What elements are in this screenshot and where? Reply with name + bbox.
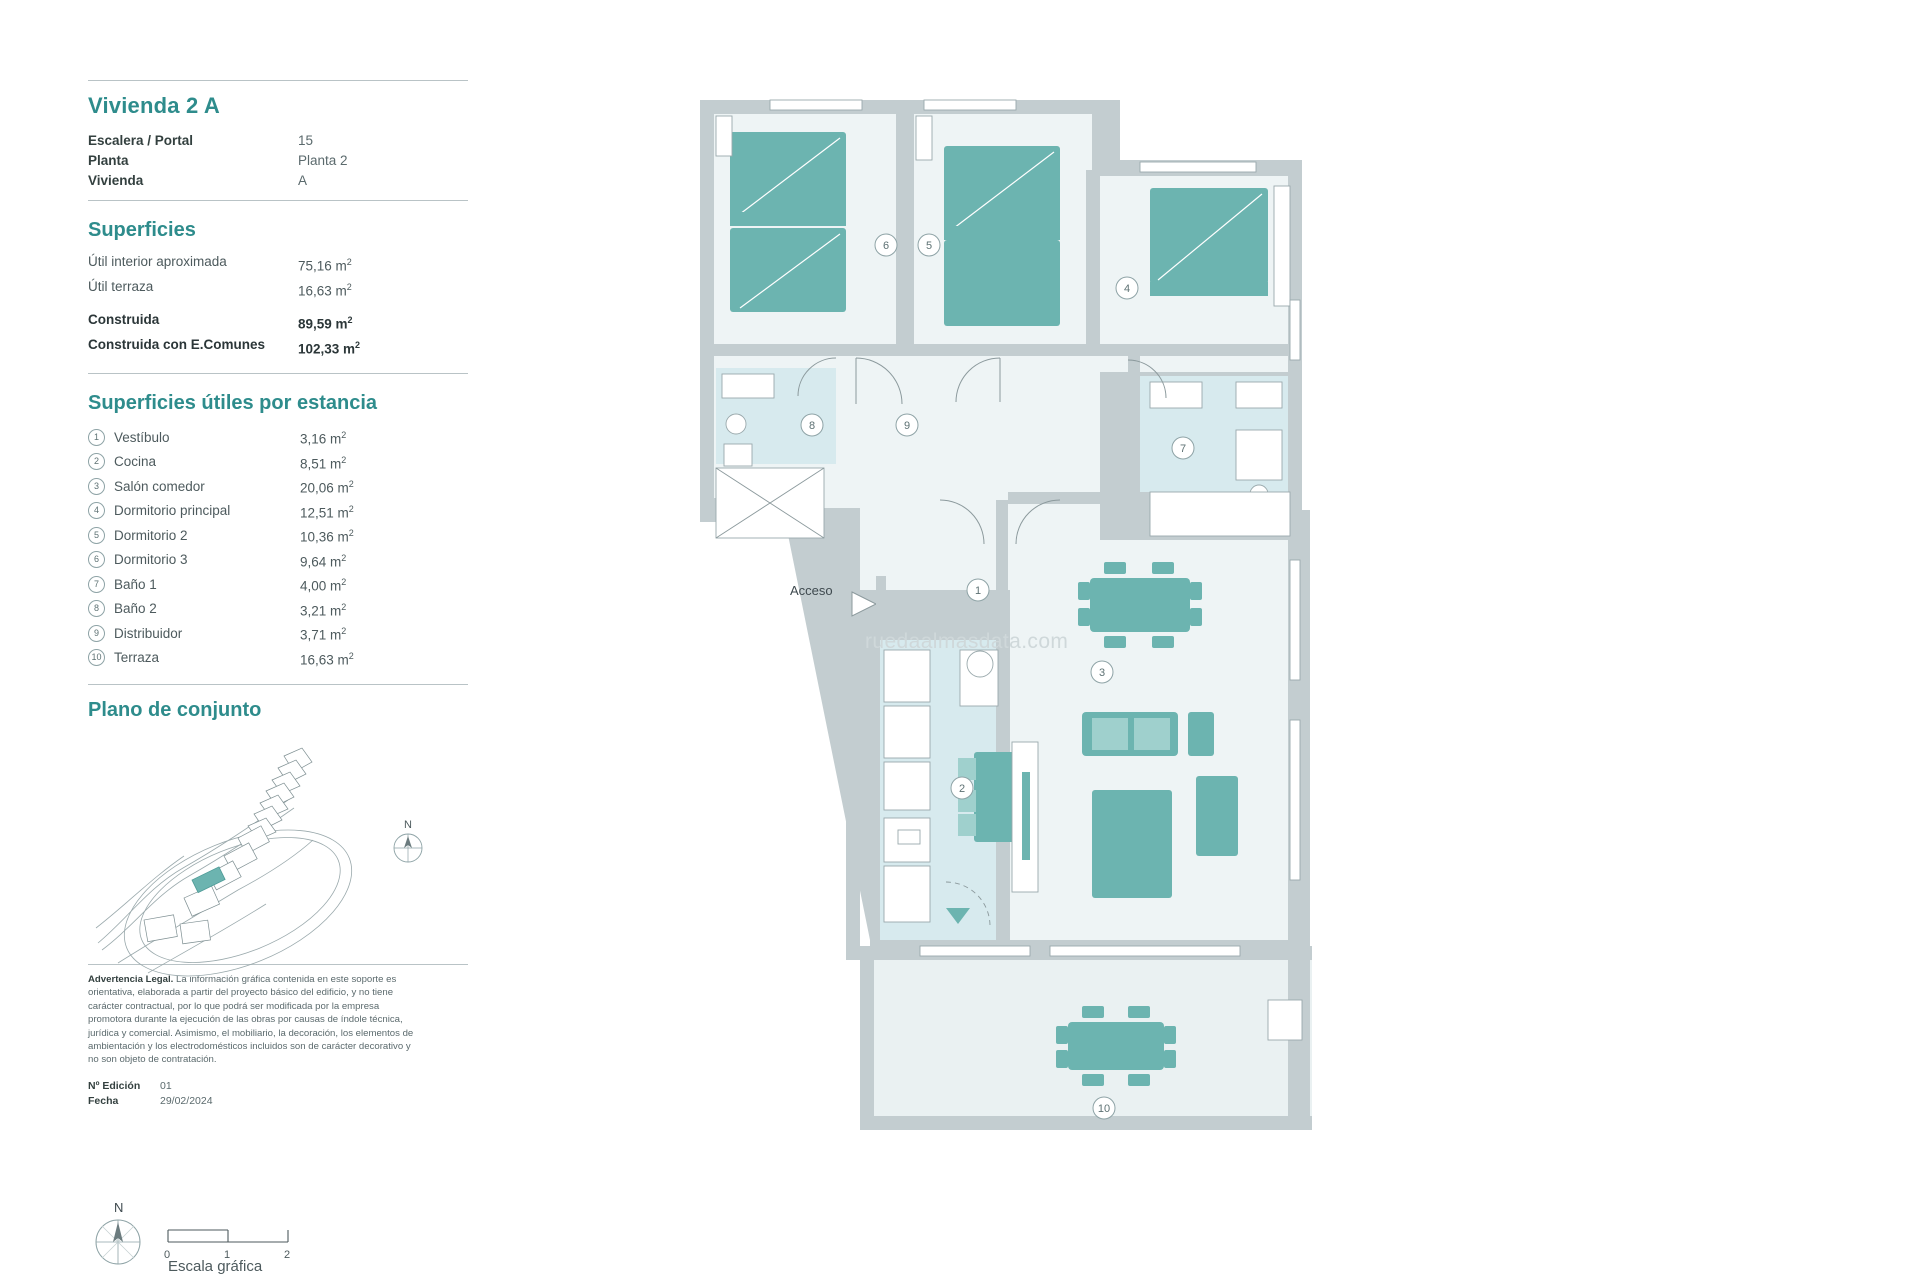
site-plan-svg bbox=[88, 728, 468, 978]
superficie-util-terraza-label: Útil terraza bbox=[88, 278, 154, 294]
graphic-scale bbox=[88, 1200, 468, 1285]
room-name: Baño 1 bbox=[114, 576, 157, 592]
svg-text:6: 6 bbox=[882, 240, 890, 252]
room-number-badge: 2 bbox=[88, 453, 105, 470]
room-name: Cocina bbox=[114, 454, 157, 470]
divider-top bbox=[88, 80, 468, 81]
legal-heading: Advertencia Legal. bbox=[88, 974, 174, 985]
svg-text:5: 5 bbox=[925, 240, 933, 252]
edition-label: Nº Edición bbox=[88, 1079, 141, 1092]
watermark: ruedaalmasdata.com bbox=[865, 630, 1069, 653]
svg-text:10: 10 bbox=[1097, 1103, 1111, 1115]
plan-marker-8 bbox=[801, 414, 823, 436]
date-row bbox=[88, 1094, 468, 1109]
scale-tick-0: 0 bbox=[164, 1249, 171, 1261]
room-number-badge: 10 bbox=[88, 649, 105, 666]
plan-marker-7 bbox=[1172, 437, 1194, 459]
north-compass-small bbox=[394, 834, 422, 862]
room-number-badge: 7 bbox=[88, 576, 105, 593]
room-area: 8,51 $m^2$ bbox=[300, 454, 347, 471]
date-label: Fecha bbox=[88, 1094, 119, 1107]
superficies-title: Superficies bbox=[88, 219, 196, 241]
superficie-construida bbox=[88, 310, 468, 335]
north-label: N bbox=[114, 1200, 124, 1215]
field-vivienda bbox=[88, 171, 468, 191]
field-escalera bbox=[88, 131, 468, 151]
room-list bbox=[88, 425, 468, 670]
legal-notice bbox=[88, 973, 418, 1067]
page-title: Vivienda 2 A bbox=[88, 93, 221, 118]
edition-row bbox=[88, 1079, 468, 1094]
room-area: 3,16 $m^2$ bbox=[300, 430, 347, 447]
edition-value: 01 bbox=[160, 1079, 172, 1092]
plan-marker-4 bbox=[1116, 277, 1138, 299]
plan-marker-3 bbox=[1091, 661, 1113, 683]
superficie-construida-label: Construida bbox=[88, 312, 160, 327]
room-number-badge: 5 bbox=[88, 527, 105, 544]
field-escalera-label: Escalera / Portal bbox=[88, 133, 194, 148]
svg-text:2: 2 bbox=[958, 783, 966, 795]
list-item bbox=[88, 474, 468, 499]
north-compass bbox=[96, 1220, 140, 1264]
svg-text:4: 4 bbox=[1123, 283, 1131, 295]
room-name: Dormitorio 3 bbox=[114, 552, 188, 568]
list-item bbox=[88, 572, 468, 597]
list-item bbox=[88, 646, 468, 671]
superficie-util-interior-value: 75,16 $m^2$ bbox=[298, 257, 352, 274]
acceso-label: Acceso bbox=[790, 583, 833, 598]
field-planta-value: Planta 2 bbox=[298, 153, 348, 168]
estancias-title: Superficies útiles por estancia bbox=[88, 392, 377, 414]
superficie-construida-comunes-label: Construida con E.Comunes bbox=[88, 336, 266, 352]
field-escalera-value: 15 bbox=[298, 133, 314, 148]
superficie-construida-value: 89,59 $m^2$ bbox=[298, 315, 353, 332]
svg-text:9: 9 bbox=[903, 420, 911, 432]
room-number-badge: 1 bbox=[88, 429, 105, 446]
svg-text:1: 1 bbox=[974, 585, 982, 597]
north-label-small: N bbox=[404, 819, 412, 831]
room-area: 20,06 $m^2$ bbox=[300, 479, 354, 496]
room-name: Distribuidor bbox=[114, 625, 183, 641]
room-name: Terraza bbox=[114, 650, 160, 666]
scale-tick-2: 2 bbox=[284, 1249, 291, 1261]
superficie-construida-comunes-value: 102,33 $m^2$ bbox=[298, 339, 361, 356]
divider-estancias bbox=[88, 373, 468, 374]
list-item bbox=[88, 523, 468, 548]
room-number-badge: 4 bbox=[88, 502, 105, 519]
superficie-util-terraza-value: 16,63 $m^2$ bbox=[298, 281, 352, 298]
scale-tick-1: 1 bbox=[224, 1249, 231, 1261]
list-item bbox=[88, 621, 468, 646]
plan-marker-1 bbox=[967, 579, 989, 601]
divider-plano bbox=[88, 684, 468, 685]
room-area: 10,36 $m^2$ bbox=[300, 528, 354, 545]
svg-text:3: 3 bbox=[1098, 667, 1106, 679]
room-name: Dormitorio principal bbox=[114, 503, 231, 519]
list-item bbox=[88, 499, 468, 524]
plan-marker-9 bbox=[896, 414, 918, 436]
plan-marker-6 bbox=[875, 234, 897, 256]
divider-superficies bbox=[88, 200, 468, 201]
svg-text:8: 8 bbox=[808, 420, 816, 432]
superficie-util-interior bbox=[88, 252, 468, 277]
date-value: 29/02/2024 bbox=[160, 1094, 213, 1107]
superficie-util-terraza bbox=[88, 277, 468, 302]
plan-marker-5 bbox=[918, 234, 940, 256]
list-item bbox=[88, 450, 468, 475]
superficie-util-interior-label: Útil interior aproximada bbox=[88, 254, 227, 269]
room-number-badge: 6 bbox=[88, 551, 105, 568]
site-plan bbox=[88, 728, 468, 978]
room-name: Dormitorio 2 bbox=[114, 527, 188, 543]
legal-text: La información gráfica contenida en este soporte es orientativa, elaborada a partir del proyecto básico del edificio, y no tiene carácter contractual, por lo que podrá ser modificada por la empresa promotora durante la ejecución de las obras por causas de índole técnica, jurídica y comercial. Asimismo, el mobiliario, la decoración, los elementos de ambientación y los electrodomésticos incluidos son de carácter decorativo y no son objeto de contratación. bbox=[88, 974, 414, 1066]
info-panel bbox=[88, 80, 468, 1109]
list-item bbox=[88, 548, 468, 573]
room-name: Baño 2 bbox=[114, 601, 157, 617]
room-number-badge: 9 bbox=[88, 625, 105, 642]
list-item bbox=[88, 425, 468, 450]
room-area: 4,00 $m^2$ bbox=[300, 577, 347, 594]
room-dormitorio-3 bbox=[716, 116, 846, 312]
room-area: 3,21 $m^2$ bbox=[300, 601, 347, 618]
superficie-construida-comunes bbox=[88, 335, 468, 360]
room-area: 12,51 $m^2$ bbox=[300, 503, 354, 520]
room-number-badge: 3 bbox=[88, 478, 105, 495]
list-item bbox=[88, 597, 468, 622]
scale-bar bbox=[168, 1230, 288, 1242]
room-number-badge: 8 bbox=[88, 600, 105, 617]
field-vivienda-value: A bbox=[298, 173, 308, 188]
field-vivienda-label: Vivienda bbox=[88, 173, 144, 188]
room-area: 9,64 $m^2$ bbox=[300, 552, 347, 569]
scale-caption: Escala gráfica bbox=[168, 1258, 263, 1275]
plano-conjunto-title: Plano de conjunto bbox=[88, 699, 262, 721]
room-area: 3,71 $m^2$ bbox=[300, 626, 347, 643]
room-name: Vestíbulo bbox=[114, 429, 170, 445]
plan-marker-2 bbox=[951, 777, 973, 799]
svg-text:7: 7 bbox=[1179, 443, 1187, 455]
room-area: 16,63 $m^2$ bbox=[300, 650, 354, 667]
field-planta-label: Planta bbox=[88, 153, 129, 168]
plan-marker-10 bbox=[1093, 1097, 1115, 1119]
field-planta bbox=[88, 151, 468, 171]
room-name: Salón comedor bbox=[114, 478, 205, 494]
